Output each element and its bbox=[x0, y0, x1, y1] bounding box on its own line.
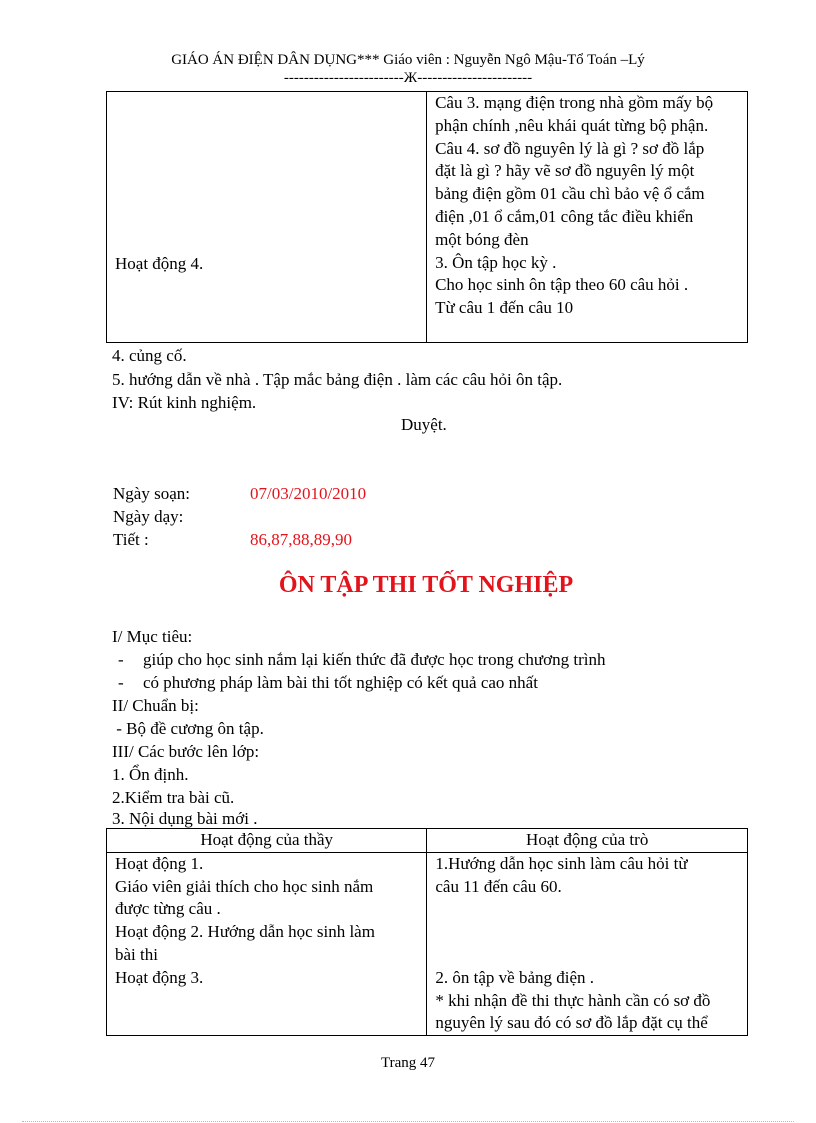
bullet-dash: - bbox=[118, 673, 124, 692]
lesson-title: ÔN TẬP THI TỐT NGHIỆP bbox=[278, 572, 574, 598]
cell-line: Câu 3. mạng điện trong nhà gồm mấy bộ bbox=[435, 93, 714, 112]
step-new-content: 3. Nội dụng bài mới . bbox=[112, 809, 258, 828]
cell-line: Hoạt động 2. Hướng dẫn học sinh làm bbox=[115, 922, 375, 942]
objective-item: có phương pháp làm bài thi tốt nghiệp có kết quả cao nhất bbox=[143, 673, 538, 692]
step-check: 2.Kiểm tra bài cũ. bbox=[112, 788, 235, 807]
cell-line: phận chính ,nêu khái quát từng bộ phận. bbox=[435, 115, 709, 135]
preparation-heading: II/ Chuẩn bị: bbox=[112, 696, 199, 715]
activity-table-continued bbox=[106, 91, 748, 343]
cell-line: Giáo viên giải thích cho học sinh nắm bbox=[115, 876, 374, 896]
cell-line: nguyên lý sau đó có sơ đồ lắp đặt cụ thể bbox=[435, 1013, 708, 1033]
page-bottom-divider bbox=[22, 1121, 794, 1122]
cell-line: đặt là gì ? hãy vẽ sơ đồ nguyên lý một bbox=[435, 161, 695, 181]
student-activities bbox=[427, 852, 748, 1035]
cell-line: Hoạt động 3. bbox=[115, 967, 204, 987]
steps-heading: III/ Các bước lên lớp: bbox=[112, 742, 260, 761]
approval: Duyệt. bbox=[401, 415, 447, 434]
preparation-item: - Bộ đề cương ôn tập. bbox=[112, 719, 264, 738]
cell-line: bài thi bbox=[115, 944, 158, 964]
objectives-heading: I/ Mục tiêu: bbox=[112, 627, 193, 646]
experience-heading: IV: Rút kinh nghiệm. bbox=[112, 393, 257, 412]
period-value: 86,87,88,89,90 bbox=[250, 530, 352, 549]
col-header-teacher: Hoạt động của thầy bbox=[107, 829, 427, 853]
teach-date-label: Ngày dạy: bbox=[113, 507, 184, 526]
cell-line: Cho học sinh ôn tập theo 60 câu hỏi . bbox=[435, 275, 689, 295]
cell-spacer bbox=[435, 944, 739, 967]
cell-line: câu 11 đến câu 60. bbox=[435, 876, 562, 896]
step-stabilize: 1. Ổn định. bbox=[112, 765, 189, 784]
cell-line: 2. ôn tập về bảng điện . bbox=[435, 967, 595, 987]
period-label: Tiết : bbox=[113, 530, 149, 549]
cell-line: điện ,01 ổ cắm,01 công tắc điều khiển bbox=[435, 206, 694, 226]
page-number: Trang 47 bbox=[380, 1055, 436, 1071]
cell-line: Câu 4. sơ đồ nguyên lý là gì ? sơ đồ lắp bbox=[435, 138, 705, 158]
activity-table bbox=[106, 828, 748, 1036]
teacher-cell bbox=[107, 92, 427, 343]
cell-line: Hoạt động 1. bbox=[115, 853, 204, 873]
cell-line: một bóng đèn bbox=[435, 229, 529, 249]
teacher-activities bbox=[107, 852, 427, 1035]
col-header-student: Hoạt động của trò bbox=[427, 829, 748, 853]
cell-line: được từng câu . bbox=[115, 899, 221, 919]
cell-line: 3. Ôn tập học kỳ . bbox=[435, 252, 557, 272]
consolidation: 4. củng cố. bbox=[112, 346, 187, 365]
cell-line: Từ câu 1 đến câu 10 bbox=[435, 298, 574, 318]
prep-date-label: Ngày soạn: bbox=[113, 484, 190, 503]
student-cell bbox=[427, 92, 748, 343]
activity-4-label: Hoạt động 4. bbox=[115, 254, 204, 273]
cell-line: * khi nhận đề thi thực hành cần có sơ đồ bbox=[435, 990, 711, 1010]
page-header: GIÁO ÁN ĐIỆN DÂN DỤNG*** Giáo viên : Nguyễn Ngô Mậu-Tổ Toán –Lý bbox=[171, 52, 645, 68]
bullet-dash: - bbox=[118, 650, 124, 669]
prep-date-value: 07/03/2010/2010 bbox=[250, 484, 367, 503]
cell-line: 1.Hướng dẫn học sinh làm câu hỏi từ bbox=[435, 853, 688, 873]
cell-spacer bbox=[435, 898, 739, 921]
cell-spacer bbox=[435, 921, 739, 944]
homework: 5. hướng dẫn về nhà . Tập mắc bảng điện . làm các câu hỏi ôn tập. bbox=[112, 370, 563, 389]
cell-line: bảng điện gồm 01 cầu chì bảo vệ ổ cắm bbox=[435, 184, 705, 204]
objective-item: giúp cho học sinh nắm lại kiến thức đã được học trong chương trình bbox=[143, 650, 606, 669]
header-divider: ------------------------Ж----------------------- bbox=[283, 70, 533, 86]
